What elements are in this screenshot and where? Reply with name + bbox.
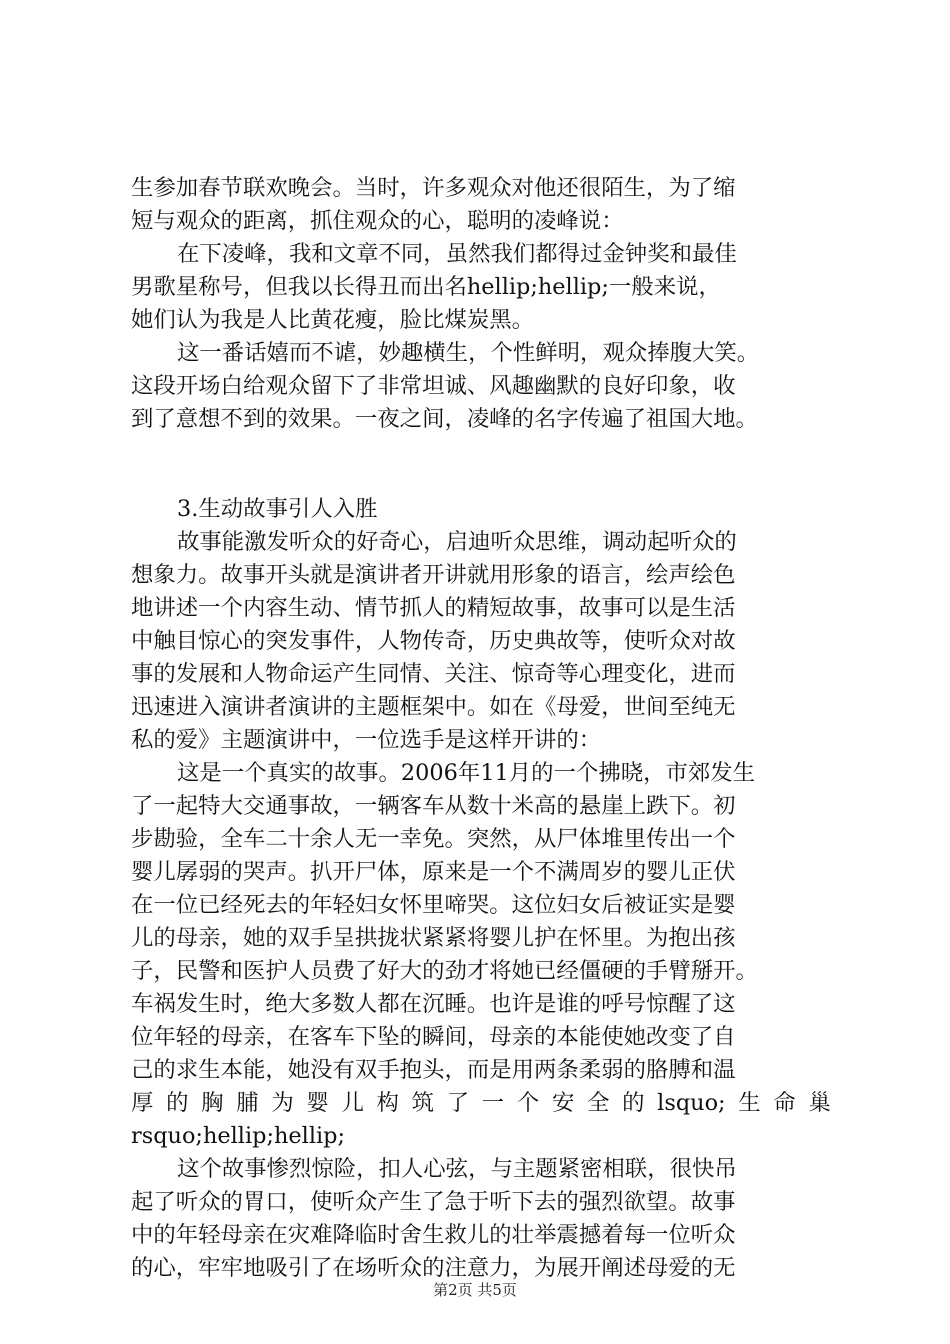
story-line: 己的求生本能，她没有双手抱头，而是用两条柔弱的胳膊和温	[131, 1057, 736, 1083]
story-line: 在一位已经死去的年轻妇女怀里啼哭。这位妇女后被证实是婴	[131, 892, 736, 918]
glyph: 为	[271, 1090, 294, 1116]
story-line: 这是一个真实的故事。2006年11月的一个拂晓，市郊发生	[177, 760, 756, 786]
text-line: 这一番话嬉而不谑，妙趣横生，个性鲜明，观众捧腹大笑。	[177, 340, 760, 366]
story-line: 婴儿孱弱的哭声。扒开尸体，原来是一个不满周岁的婴儿正伏	[131, 859, 736, 885]
text-line: 故事能激发听众的好奇心，启迪听众思维，调动起听众的	[177, 529, 737, 555]
text-line: 想象力。故事开头就是演讲者开讲就用形象的语言，绘声绘色	[131, 562, 736, 588]
text-line: 迅速进入演讲者演讲的主题框架中。如在《母爱，世间至纯无	[131, 694, 736, 720]
text-line: 这个故事惨烈惊险，扣人心弦，与主题紧密相联，很快吊	[177, 1156, 737, 1182]
glyph: 个	[516, 1090, 540, 1116]
story-line: 了一起特大交通事故，一辆客车从数十米高的悬崖上跌下。初	[131, 793, 736, 819]
text-line: 到了意想不到的效果。一夜之间，凌峰的名字传遍了祖国大地。	[131, 406, 758, 432]
glyph: lsquo;	[657, 1090, 726, 1116]
document-body	[131, 172, 831, 1285]
story-line: rsquo;hellip;hellip;	[131, 1123, 346, 1149]
text-line: 的心，牢牢地吸引了在场听众的注意力，为展开阐述母爱的无	[131, 1255, 736, 1281]
quote-line: 男歌星称号，但我以长得丑而出名hellip;hellip;一般来说，	[131, 274, 721, 300]
glyph: 筑	[411, 1090, 435, 1116]
text-line: 起了听众的胃口，使听众产生了急于听下去的强烈欲望。故事	[131, 1189, 736, 1215]
glyph: 了	[446, 1090, 470, 1116]
text-line: 私的爱》主题演讲中，一位选手是这样开讲的：	[131, 727, 602, 753]
section-heading: 3.生动故事引人入胜	[177, 496, 378, 522]
glyph: 脯	[236, 1090, 259, 1116]
text-line: 地讲述一个内容生动、情节抓人的精短故事，故事可以是生活	[131, 595, 736, 621]
text-line: 这段开场白给观众留下了非常坦诚、风趣幽默的良好印象，收	[131, 373, 736, 399]
story-line: 步勘验，全车二十余人无一幸免。突然，从尸体堆里传出一个	[131, 826, 736, 852]
text-line: 中的年轻母亲在灾难降临时舍生救儿的壮举震撼着每一位听众	[131, 1222, 736, 1248]
story-line: 子，民警和医护人员费了好大的劲才将她已经僵硬的手臂掰开。	[131, 958, 758, 984]
glyph: 一	[481, 1090, 505, 1116]
quote-line: 在下凌峰，我和文章不同，虽然我们都得过金钟奖和最佳	[177, 241, 737, 267]
glyph: 婴	[306, 1090, 329, 1116]
glyph: 安	[551, 1090, 575, 1116]
page-footer: 第2页 共5页	[433, 1281, 517, 1299]
text-line: 短与观众的距离，抓住观众的心，聪明的凌峰说：	[131, 208, 624, 234]
glyph: 胸	[201, 1090, 224, 1116]
glyph: 全	[587, 1090, 610, 1116]
text-line: 中触目惊心的突发事件，人物传奇，历史典故等，使听众对故	[131, 628, 736, 654]
story-line-spread	[131, 1087, 831, 1120]
text-line: 事的发展和人物命运产生同情、关注、惊奇等心理变化，进而	[131, 661, 736, 687]
glyph: 儿	[341, 1090, 364, 1116]
story-line: 儿的母亲，她的双手呈拱拢状紧紧将婴儿护在怀里。为抱出孩	[131, 925, 736, 951]
glyph: 的	[166, 1090, 189, 1116]
glyph: 生	[738, 1090, 761, 1116]
quote-line: 她们认为我是人比黄花瘦，脸比煤炭黑。	[131, 307, 535, 333]
glyph: 的	[622, 1090, 645, 1116]
story-line: 车祸发生时，绝大多数人都在沉睡。也许是谁的呼号惊醒了这	[131, 991, 736, 1017]
text-line: 生参加春节联欢晚会。当时，许多观众对他还很陌生，为了缩	[131, 175, 736, 201]
glyph: 构	[376, 1090, 399, 1116]
story-line: 位年轻的母亲，在客车下坠的瞬间，母亲的本能使她改变了自	[131, 1024, 736, 1050]
glyph: 巢	[808, 1090, 831, 1116]
glyph: 厚	[131, 1090, 154, 1116]
paragraph-gap	[131, 436, 831, 493]
glyph: 命	[773, 1090, 796, 1116]
